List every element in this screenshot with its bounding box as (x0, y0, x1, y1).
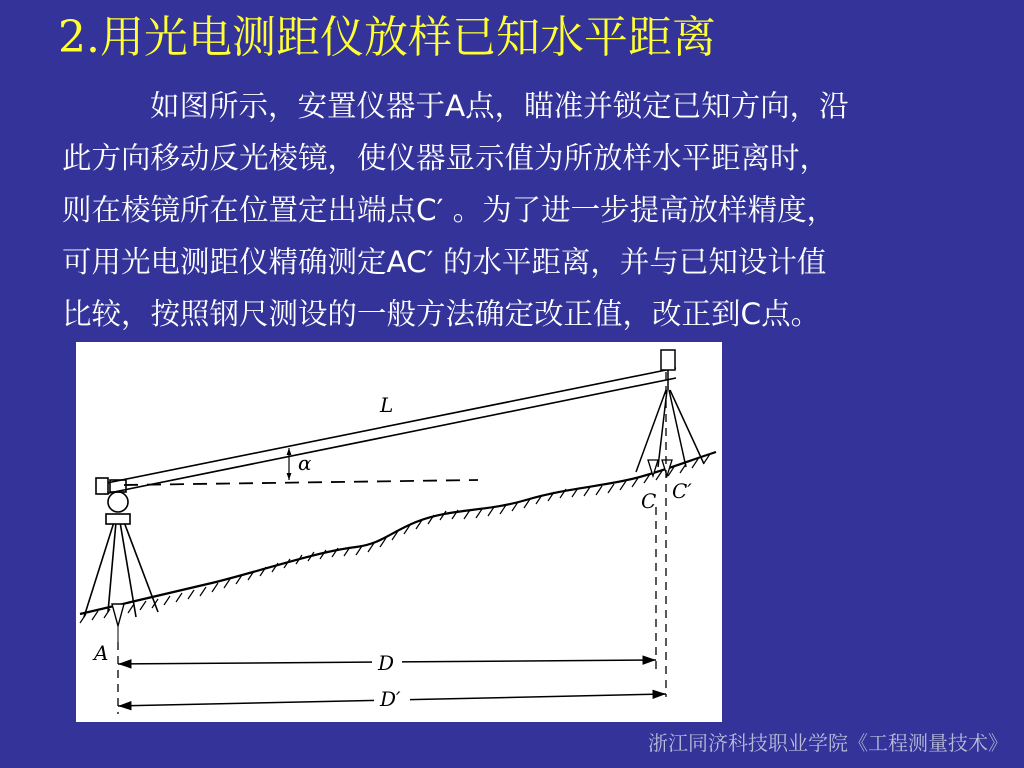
distance-d-label: D (378, 651, 395, 675)
slide-title: 2.用光电测距仪放样已知水平距离 (58, 12, 716, 63)
body-line: 此方向移动反光棱镜，使仪器显示值为所放样水平距离时， (62, 141, 830, 175)
horizontal-reference-line (124, 480, 478, 485)
distance-d-prime-label: D′ (380, 687, 401, 711)
body-paragraph (62, 80, 962, 340)
point-a-label: A (94, 641, 109, 665)
body-line: 则在棱镜所在位置定出端点C′ 。为了进一步提高放样精度， (62, 193, 837, 227)
slope-sight-line (96, 368, 676, 494)
angle-label: α (298, 451, 312, 475)
instrument-tripod (84, 480, 158, 642)
distance-layout-diagram (76, 342, 722, 722)
point-c-label: C (641, 489, 657, 513)
plumb-bob-a (112, 604, 124, 626)
reflector-tripod (636, 350, 704, 472)
point-c-prime-label: C′ (672, 479, 692, 503)
slope-distance-label: L (380, 393, 394, 417)
terrain-line (80, 452, 716, 614)
body-line: 如图所示，安置仪器于A点，瞄准并锁定已知方向，沿 (150, 89, 849, 123)
diagram-svg (76, 342, 722, 722)
body-line: 比较，按照钢尺测设的一般方法确定改正值，改正到C点。 (62, 297, 821, 331)
footer-caption: 浙江同济科技职业学院《工程测量技术》 (648, 731, 1008, 755)
body-line: 可用光电测距仪精确测定AC′ 的水平距离，并与已知设计值 (62, 245, 827, 279)
